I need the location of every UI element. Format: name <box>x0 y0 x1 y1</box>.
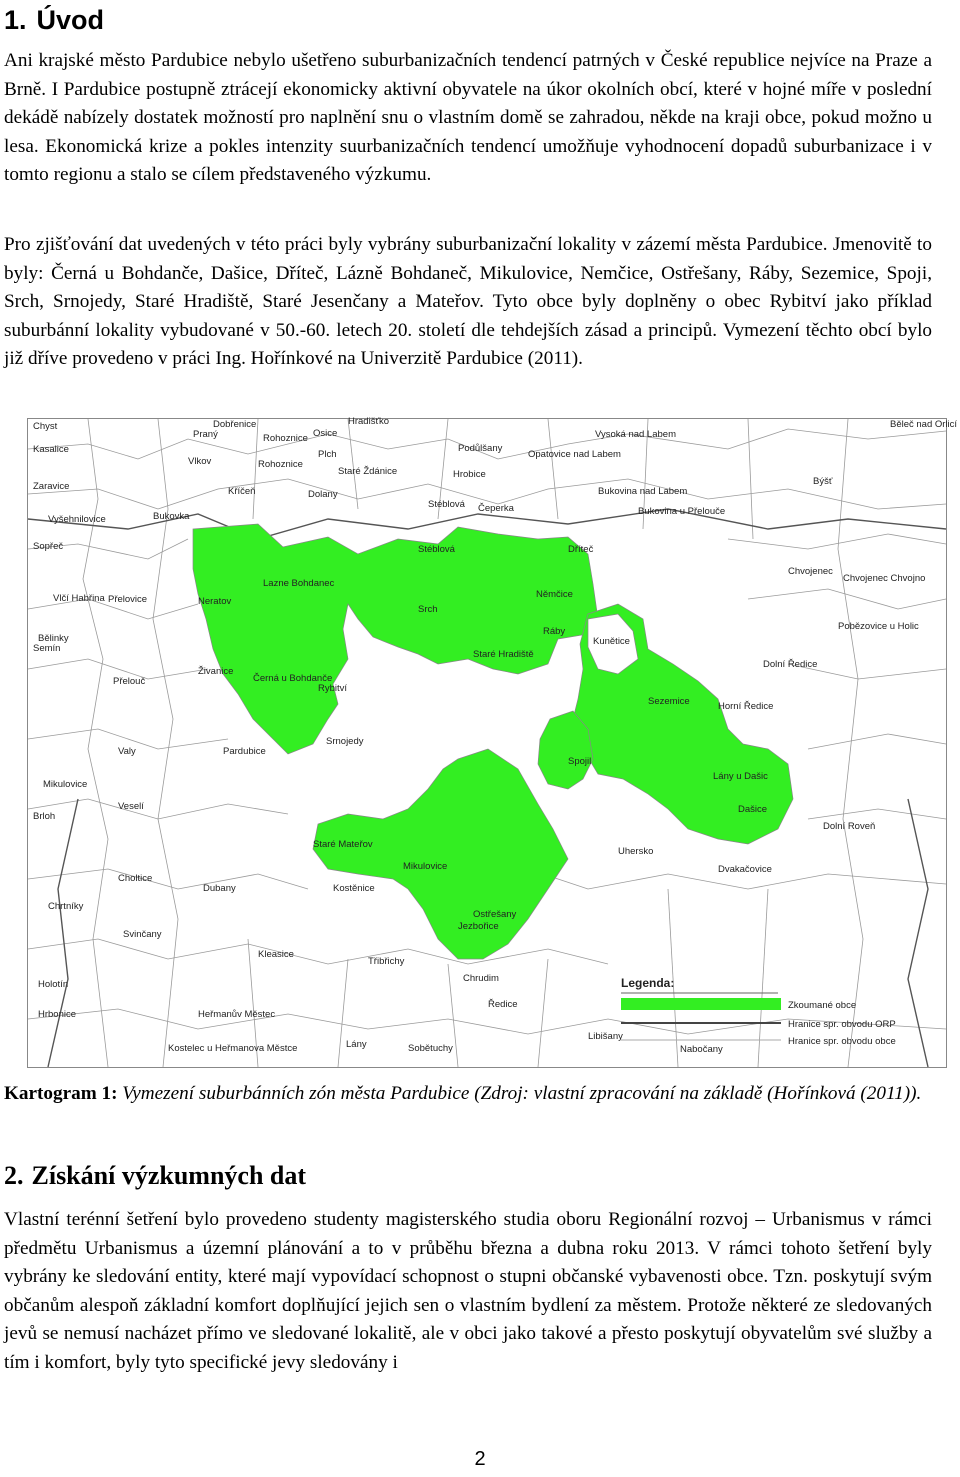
place-label: Osice <box>313 428 338 439</box>
studied-municipality-label: Ráby <box>543 626 566 637</box>
legend-item-orp: Hranice spr. obvodu ORP <box>788 1019 896 1030</box>
studied-municipality-label: Spojil <box>568 756 592 767</box>
place-label: Opatovice nad Labem <box>528 449 621 460</box>
place-label: Dolní Roveň <box>823 821 876 832</box>
place-label: Čeperka <box>478 503 514 514</box>
place-label: Zaravice <box>33 481 70 492</box>
place-label: Hradišťko <box>348 416 390 427</box>
place-label: Pobězovice u Holic <box>838 621 919 632</box>
place-label: Bukovka <box>153 511 190 522</box>
place-label: Chrtníky <box>48 901 84 912</box>
place-label: Praný <box>193 429 218 440</box>
place-label: Dobřenice <box>213 419 257 430</box>
studied-municipality-label: Ostřešany <box>473 909 517 920</box>
studied-municipality-label: Sezemice <box>648 696 690 707</box>
place-label: Kostelec u Heřmanova Městce <box>168 1043 298 1054</box>
place-label: Kasalice <box>33 444 69 455</box>
place-label: Brloh <box>33 811 56 822</box>
map-canvas <box>28 416 958 1067</box>
place-label: Dolní Ředice <box>763 659 818 670</box>
place-label: Chvojenec Chvojno <box>843 573 926 584</box>
place-label: Nabočany <box>680 1044 723 1055</box>
place-label: Veselí <box>118 801 144 812</box>
place-label: Bělinky <box>38 633 69 644</box>
studied-municipality-label: Srch <box>418 604 438 615</box>
studied-municipality-label: Stéblová <box>418 544 455 555</box>
place-label: Ředice <box>488 999 518 1010</box>
studied-municipality-label: Dříteč <box>568 544 594 555</box>
place-label: Choltice <box>118 873 153 884</box>
place-label: Chrudim <box>463 973 499 984</box>
section-1-paragraph-1: Ani krajské město Pardubice nebylo ušetřeno suburbanizačních tendencí patrných v České republice nejvíce na Praze a Brně. I Pardubice postupně ztrácejí ekonomicky aktivní obyvatele na úkor okolních obcí, které v hojné míře v poslední dekádě nabízely dostatek možností pro naplnění snu o vlastním domě se zahradou, někde na kraji obce, pokud možno u lesa. Ekonomická krize a pokles intenzity suurbanizačních tendencí umožňuje vyhodnocení dopadů suburbanizace i v tomto regionu a stalo se cílem představeného výzkumu. <box>4 50 932 186</box>
place-label: Vyšehnilovice <box>48 514 106 525</box>
section-1-paragraph-2: Pro zjišťování dat uvedených v této práci byly vybrány suburbanizační lokality v zázemí města Pardubice. Jmenovitě to byly: Černá u Bohdanče, Dašice, Dříteč, Lázně Bohdaneč, Mikulovice, Nemčice, Ostřešany, Ráby, Sezemice, Spoji, Srch, Srnojedy, Staré Hradiště, Staré Jesenčany a Mateřov. Tyto obce byly doplněny o obec Rybitví jako příklad suburbánní lokality vybudované v 50.-60. letech 20. století dle tehdejších zásad a principů. Vymezení těchto obcí bylo již dříve provedeno v práci Ing. Hořínkové na Univerzitě Pardubice (2011). <box>4 234 932 370</box>
place-label: Holotín <box>38 979 69 990</box>
studied-municipality-label: Lány u Dašic <box>713 771 768 782</box>
section-1-heading <box>4 0 104 40</box>
legend-item-studied: Zkoumané obce <box>788 1000 857 1011</box>
place-label: Valy <box>118 746 136 757</box>
caption-text: Vymezení suburbánních zón města Pardubice (Zdroj: vlastní zpracování na základě (Hořínková (2011)). <box>122 1083 922 1104</box>
studied-municipality-label: Rybitví <box>318 683 348 694</box>
studied-municipality-label: Mikulovice <box>403 861 448 872</box>
place-label: Rohoznice <box>258 459 303 470</box>
place-label: Hrobice <box>453 469 486 480</box>
section-2-title: Získání výzkumných dat <box>31 1161 307 1190</box>
place-label: Staré Ždánice <box>338 466 398 477</box>
place-label: Pardubice <box>223 746 266 757</box>
place-label: Svinčany <box>123 929 162 940</box>
place-label: Bukovina nad Labem <box>598 486 688 497</box>
studied-municipality-label: Dašice <box>738 804 768 815</box>
place-label: Chyst <box>33 421 58 432</box>
place-label: Vlčí Habřina <box>53 593 105 604</box>
studied-municipality-label: Staré Mateřov <box>313 839 373 850</box>
place-label: Třibřichy <box>368 956 405 967</box>
place-label: Přelouč <box>113 676 146 687</box>
place-label: Kříčeň <box>228 486 256 497</box>
section-1-number: 1. <box>4 5 27 35</box>
place-label: Vysoká nad Labem <box>595 429 676 440</box>
place-label: Plch <box>318 449 337 460</box>
legend-item-obce: Hranice spr. obvodu obce <box>788 1036 896 1047</box>
legend-title: Legenda: <box>621 976 675 990</box>
place-label: Dubany <box>203 883 236 894</box>
place-label: Uhersko <box>618 846 654 857</box>
place-label: Přelovice <box>108 594 148 605</box>
place-label: Horní Ředice <box>718 701 774 712</box>
page-number: 2 <box>474 1448 486 1470</box>
place-label: Dvakačovice <box>718 864 772 875</box>
place-label: Neratov <box>198 596 232 607</box>
place-label: Lány <box>346 1039 367 1050</box>
figure-caption <box>4 1080 932 1109</box>
section-2-paragraph-1: Vlastní terénní šetření bylo provedeno studenty magisterského studia oboru Regionální rozvoj – Urbanismus v rámci předmětu Urbanismus a územní plánování a to v průběhu března a dubna roku 2013. V rámci tohoto šetření byly vybrány ke sledování entity, které mají vypovídací schopnost o stupni občanské vybavenosti obce. Tzn. poskytují svým občanům alespoň základní komfort doplňující jejich sen o vlastním bydlení za městem. Protože některé ze sledovaných jevů se nemusí nacházet přímo ve sledované lokalitě, ale v obci jako takové a přesto poskytují obyvatelům své služby a tím i komfort, byly tyto specifické jevy sledovány i <box>4 1209 932 1373</box>
section-2-heading <box>4 1158 306 1194</box>
studied-municipality-label: Lazne Bohdanec <box>263 578 335 589</box>
place-label: Dolany <box>308 489 338 500</box>
place-label: Libišany <box>588 1031 623 1042</box>
place-label: Rohoznice <box>263 433 308 444</box>
studied-municipality-label: Černá u Bohdanče <box>253 673 333 684</box>
section-2-number: 2. <box>4 1161 24 1190</box>
place-label: Sobětuchy <box>408 1043 453 1054</box>
place-label: Chvojenec <box>788 566 833 577</box>
legend-swatch-studied <box>621 998 781 1010</box>
place-label: Jezbořice <box>458 921 499 932</box>
place-label: Živanice <box>198 666 234 677</box>
place-label: Heřmanův Městec <box>198 1009 276 1020</box>
place-label: Stéblová <box>428 499 465 510</box>
studied-municipality-label: Kunětice <box>593 636 630 647</box>
place-label: Kostěnice <box>333 883 375 894</box>
caption-label: Kartogram 1: <box>4 1083 118 1104</box>
place-label: Býšť <box>813 476 833 487</box>
section-1-title: Úvod <box>36 5 105 35</box>
kartogram-map <box>27 416 958 1068</box>
place-label: Běleč nad Orlicí <box>890 419 958 430</box>
place-label: Kleasice <box>258 949 294 960</box>
place-label: Bukovina u Přelouče <box>638 506 726 517</box>
studied-municipality-label: Němčice <box>536 589 573 600</box>
place-label: Semín <box>33 643 61 654</box>
place-label: Vlkov <box>188 456 212 467</box>
studied-municipality-label: Srnojedy <box>326 736 364 747</box>
place-label: Mikulovice <box>43 779 88 790</box>
studied-municipality-label: Staré Hradiště <box>473 649 534 660</box>
place-label: Podůlšany <box>458 443 503 454</box>
place-label: Hrbonice <box>38 1009 77 1020</box>
place-label: Sopřeč <box>33 541 64 552</box>
